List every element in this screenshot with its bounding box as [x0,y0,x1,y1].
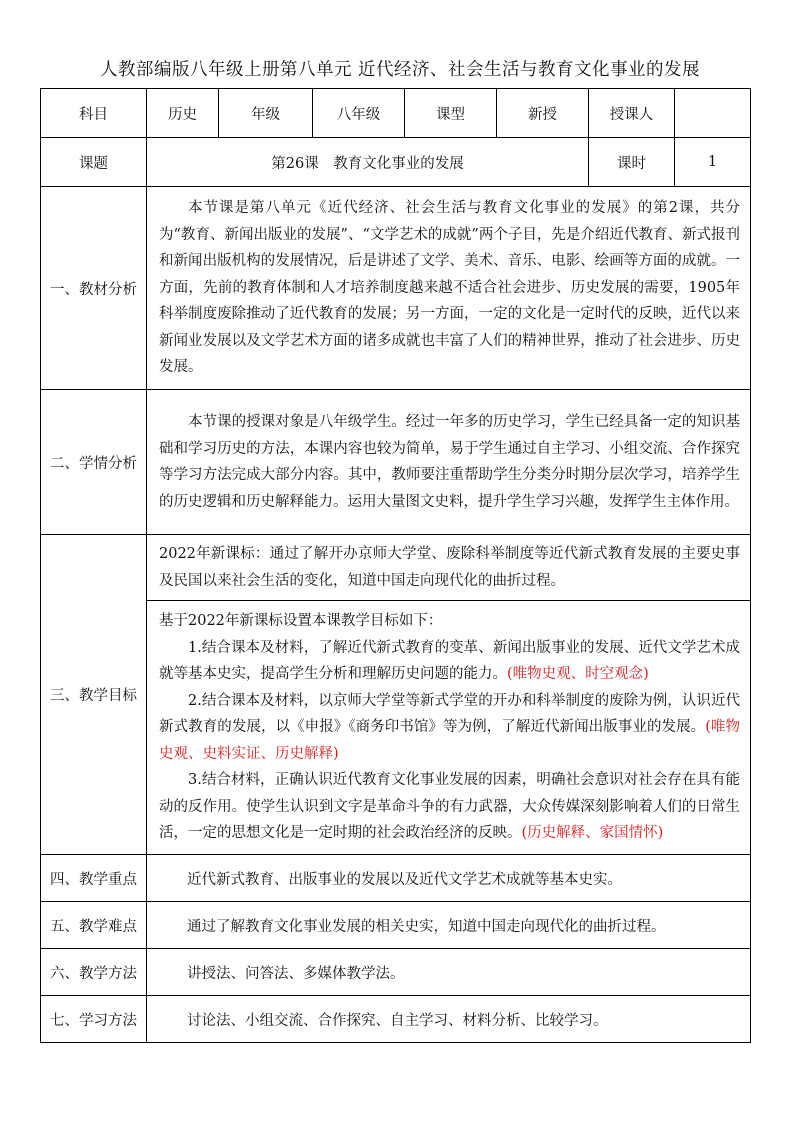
header-row [41,89,751,138]
difficulties-label: 五、教学难点 [41,902,147,949]
teaching-goals-label: 三、教学目标 [41,535,147,855]
student-analysis-row [41,390,751,535]
textbook-analysis-row [41,187,751,390]
goal-2-literacy-tag: (唯物史观、史料实证、历史解释) [159,719,740,762]
goal-3-text: 3.结合材料，正确认识近代教育文化事业发展的因素，明确社会意识对社会存在具有能动的反作用。使学生认识到文字是革命斗争的有力武器，大众传媒深刻影响着人们的日常生活，一定的思想文化是一定时期的社会政治经济的反映。 [159,772,740,842]
textbook-analysis-text: 本节课是第八单元《近代经济、社会生活与教育文化事业的发展》的第2课，共分为“教育、新闻出版业的发展”、“文学艺术的成就”两个子目，先是介绍近代教育、新式报刊和新闻出版机构的发展情况，后是讲述了文学、美术、音乐、电影、绘画等方面的成就。一方面，先前的教育体制和人才培养制度越来越不适合社会进步、历史发展的需要，1905年科举制度废除推动了近代教育的发展；另一方面，一定的文化是一定时代的反映，近代以来新闻业发展以及文学艺术方面的诸多成就也丰富了人们的精神世界，推动了社会进步、历史发展。 [159,200,740,376]
teacher-value [675,89,751,138]
lesson-type-value: 新授 [497,89,589,138]
grade-value: 八年级 [313,89,405,138]
goal-3-literacy-tag: (历史解释、家国情怀) [521,825,664,842]
goal-3 [159,767,740,847]
curriculum-standard-row [41,535,751,601]
lesson-type-label: 课型 [405,89,497,138]
subject-label: 科目 [41,89,147,138]
teaching-methods-row [41,949,751,996]
goal-2 [159,688,740,768]
teacher-label: 授课人 [589,89,675,138]
goal-1 [159,635,740,688]
topic-label: 课题 [41,138,147,187]
student-analysis-label: 二、学情分析 [41,390,147,535]
topic-row [41,138,751,187]
goal-2-text: 2.结合课本及材料，以京师大学堂等新式学堂的开办和科举制度的废除为例，认识近代新式教育的发展，以《申报》《商务印书馆》等为例，了解近代新闻出版事业的发展。 [159,692,740,736]
key-points-row [41,855,751,902]
key-points-text: 近代新式教育、出版事业的发展以及近代文学艺术成就等基本史实。 [147,855,751,902]
lesson-plan-table [40,88,751,1043]
learning-methods-row [41,996,751,1043]
learning-methods-text: 讨论法、小组交流、合作探究、自主学习、材料分析、比较学习。 [147,996,751,1043]
teaching-methods-text: 讲授法、问答法、多媒体教学法。 [147,949,751,996]
student-analysis-text: 本节课的授课对象是八年级学生。经过一年多的历史学习，学生已经具备一定的知识基础和学习历史的方法，本课内容也较为简单，易于学生通过自主学习、小组交流、合作探究等学习方法完成大部分内容。其中，教师要注重帮助学生分类分时期分层次学习，培养学生的历史逻辑和历史解释能力。运用大量图文史料，提升学生学习兴趣，发挥学生主体作用。 [159,414,740,510]
topic-value: 第26课 教育文化事业的发展 [147,138,589,187]
hours-value: 1 [675,138,751,187]
goal-1-text: 1.结合课本及材料，了解近代新式教育的变革、新闻出版事业的发展、近代文学艺术成就等基本史实，提高学生分析和理解历史问题的能力。 [159,639,740,683]
goals-intro: 基于2022年新课标设置本课教学目标如下： [159,613,443,630]
difficulties-text: 通过了解教育文化事业发展的相关史实，知道中国走向现代化的曲折过程。 [147,902,751,949]
curriculum-standard-text: 2022年新课标：通过了解开办京师大学堂、废除科举制度等近代新式教育发展的主要史事及民国以来社会生活的变化，知道中国走向现代化的曲折过程。 [159,546,740,589]
learning-methods-label: 七、学习方法 [41,996,147,1043]
textbook-analysis-label: 一、教材分析 [41,187,147,390]
document-title: 人教部编版八年级上册第八单元 近代经济、社会生活与教育文化事业的发展 [99,60,701,80]
hours-label: 课时 [589,138,675,187]
grade-label: 年级 [219,89,313,138]
teaching-methods-label: 六、教学方法 [41,949,147,996]
teaching-goals-row [41,601,751,855]
subject-value: 历史 [147,89,219,138]
key-points-label: 四、教学重点 [41,855,147,902]
goal-1-literacy-tag: (唯物史观、时空观念) [507,666,649,683]
difficulties-row [41,902,751,949]
